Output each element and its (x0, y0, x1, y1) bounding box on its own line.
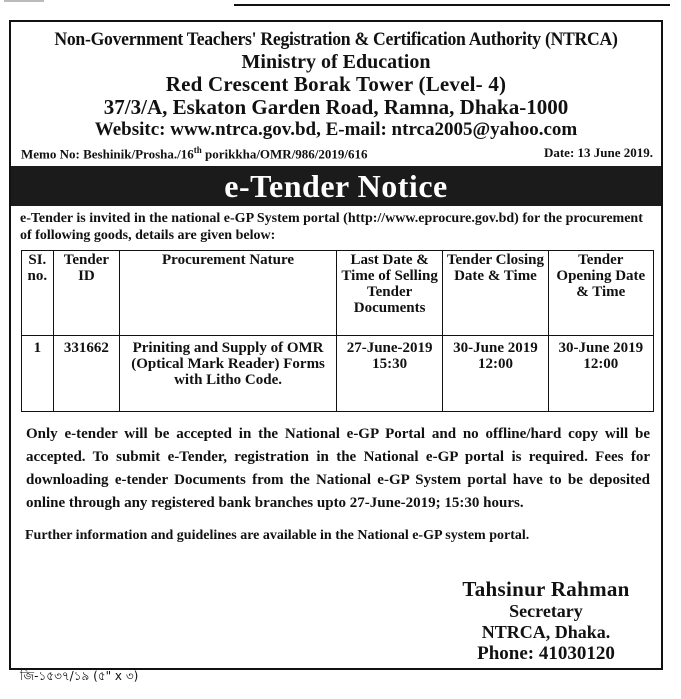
cell-last-date: 27-June-2019 15:30 (336, 336, 442, 412)
col-opening-date: Tender Opening Date & Time (548, 251, 653, 336)
cell-sl: 1 (22, 336, 54, 412)
previous-item-fragment (4, 0, 44, 2)
publication-code: জি-১৫৩৭/১৯ (৫" x ৩) (20, 669, 139, 683)
memo-line (11, 140, 661, 162)
signatory-designation: Secretary (509, 601, 583, 621)
cell-opening-date: 30-June 2019 12:00 (548, 336, 653, 412)
adjacent-frame-edge (234, 0, 670, 6)
notice-header (11, 29, 661, 140)
col-tender-id: Tender ID (53, 251, 119, 336)
table-header-row (22, 251, 654, 336)
intro-text: e-Tender is invited in the national e-GP System portal (http://www.eprocure.gov.bd) for the procurement of following goods, details are given below: (20, 211, 643, 244)
col-sl: SI. no. (22, 251, 54, 336)
signature-block (431, 578, 661, 664)
col-procurement-nature: Procurement Nature (120, 251, 337, 336)
top-edge-fragment (0, 0, 681, 8)
building-name: Red Crescent Borak Tower (Level- 4) (165, 72, 507, 96)
memo-date: Date: 13 June 2019. (543, 145, 653, 160)
organization-name: Non-Government Teachers' Registration & Certification Authority (NTRCA) (54, 29, 618, 50)
table-row (22, 336, 654, 412)
cell-procurement: Priniting and Supply of OMR (Optical Mark Reader) Forms with Litho Code. (120, 336, 337, 412)
col-closing-date: Tender Closing Date & Time (443, 251, 548, 336)
further-info-paragraph: Further information and guidelines are available in the National e-GP system portal. (25, 528, 530, 544)
contact-line: Websitc: www.ntrca.gov.bd, E-mail: ntrca2005@yahoo.com (94, 119, 578, 140)
submission-paragraph: Only e-tender will be accepted in the National e-GP Portal and no offline/hard copy will be accepted. To submit e-Tender, registration in the National e-GP portal is required. Fees for downloading e-tender Documents from the National e-GP System portal have to be deposited online through any registered bank branches upto 27-June-2019; 15:30 hours. (26, 426, 650, 512)
street-address: 37/3/A, Eskaton Garden Road, Ramna, Dhaka-1000 (103, 95, 569, 119)
signatory-name: Tahsinur Rahman (462, 577, 630, 601)
cell-closing-date: 30-June 2019 12:00 (443, 336, 548, 412)
notice-frame (9, 20, 663, 670)
signatory-office: NTRCA, Dhaka. (481, 622, 611, 642)
col-last-date: Last Date & Time of Selling Tender Documents (336, 251, 442, 336)
ministry-name: Ministry of Education (241, 51, 431, 73)
signatory-phone: Phone: 41030120 (477, 643, 615, 664)
tender-table (21, 250, 654, 412)
cell-tender-id: 331662 (53, 336, 119, 412)
memo-number: Memo No: Beshinik/Prosha./16th porikkha/OMR/986/2019/616 (21, 145, 368, 162)
notice-title-banner: e-Tender Notice (11, 166, 661, 206)
